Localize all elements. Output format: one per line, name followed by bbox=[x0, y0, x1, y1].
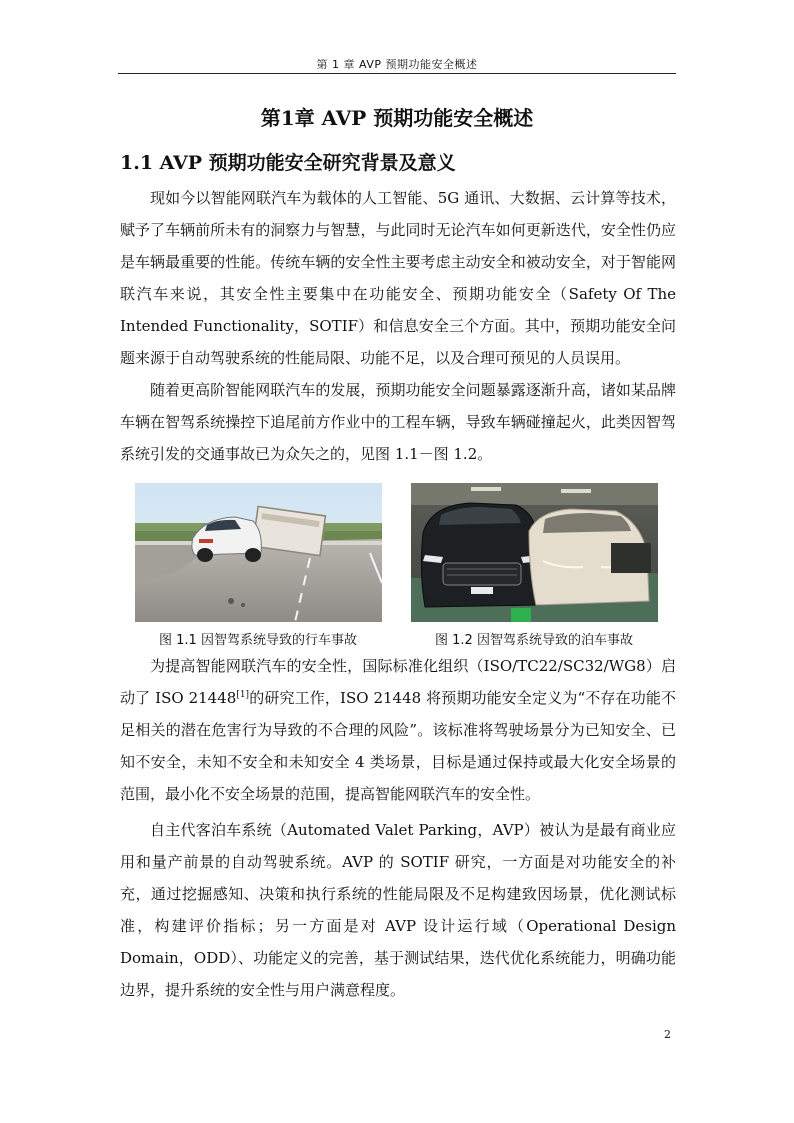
page-number: 2 bbox=[664, 1028, 671, 1041]
paragraph-3-text-a: 为提高智能网联汽车的安全性，国际标准化组织（ISO/TC22/SC32/WG8）启动了 ISO 21448 bbox=[120, 657, 676, 707]
figure-2-caption: 图 1.2 因智驾系统导致的泊车事故 bbox=[435, 633, 633, 648]
paragraph-3 bbox=[120, 650, 676, 810]
section-title: 1.1 AVP 预期功能安全研究背景及意义 bbox=[120, 152, 456, 174]
chapter-title: 第1章 AVP 预期功能安全概述 bbox=[260, 106, 534, 130]
header-rule bbox=[118, 73, 676, 74]
paragraph-1: 现如今以智能网联汽车为载体的人工智能、5G 通讯、大数据、云计算等技术，赋予了车辆前所未有的洞察力与智慧，与此同时无论汽车如何更新迭代，安全性仍应是车辆最重要的性能。传统车辆的安全性主要考虑主动安全和被动安全，对于智能网联汽车来说，其安全性主要集中在功能安全、预期功能安全（Safety Of The Intended Functionality，SOTIF）和信息安全三个方面。其中，预期功能安全问题来源于自动驾驶系统的性能局限、功能不足，以及合理可预见的人员误用。 bbox=[120, 189, 676, 367]
figure-highway-accident-photo bbox=[135, 483, 382, 622]
running-header: 第 1 章 AVP 预期功能安全概述 bbox=[316, 58, 478, 71]
figure-1-caption: 图 1.1 因智驾系统导致的行车事故 bbox=[159, 633, 357, 648]
paragraph-4: 自主代客泊车系统（Automated Valet Parking，AVP）被认为是最有商业应用和量产前景的自动驾驶系统。AVP 的 SOTIF 研究，一方面是对功能安全的补充，通过挖掘感知、决策和执行系统的性能局限及不足构建致因场景，优化测试标准，构建评价指标；另一方面是对 AVP 设计运行域（Operational Design Domain，ODD）、功能定义的完善，基于测试结果，迭代优化系统能力，明确功能边界，提升系统的安全性与用户满意程度。 bbox=[120, 821, 676, 999]
paragraph-3-text-b: 的研究工作，ISO 21448 将预期功能安全定义为“不存在功能不足相关的潜在危害行为导致的不合理的风险”。该标准将驾驶场景分为已知安全、已知不安全，未知不安全和未知安全 4 类场景，目标是通过保持或最大化安全场景的范围，最小化不安全场景的范围，提高智能网联汽车的安全性。 bbox=[120, 689, 676, 803]
citation-ref[interactable]: [1] bbox=[236, 690, 250, 700]
paragraph-2: 随着更高阶智能网联汽车的发展，预期功能安全问题暴露逐渐升高，诸如某品牌车辆在智驾系统操控下追尾前方作业中的工程车辆，导致车辆碰撞起火，此类因智驾系统引发的交通事故已为众矢之的，见图 1.1－图 1.2。 bbox=[120, 381, 676, 463]
figure-parking-accident-photo bbox=[411, 483, 658, 622]
